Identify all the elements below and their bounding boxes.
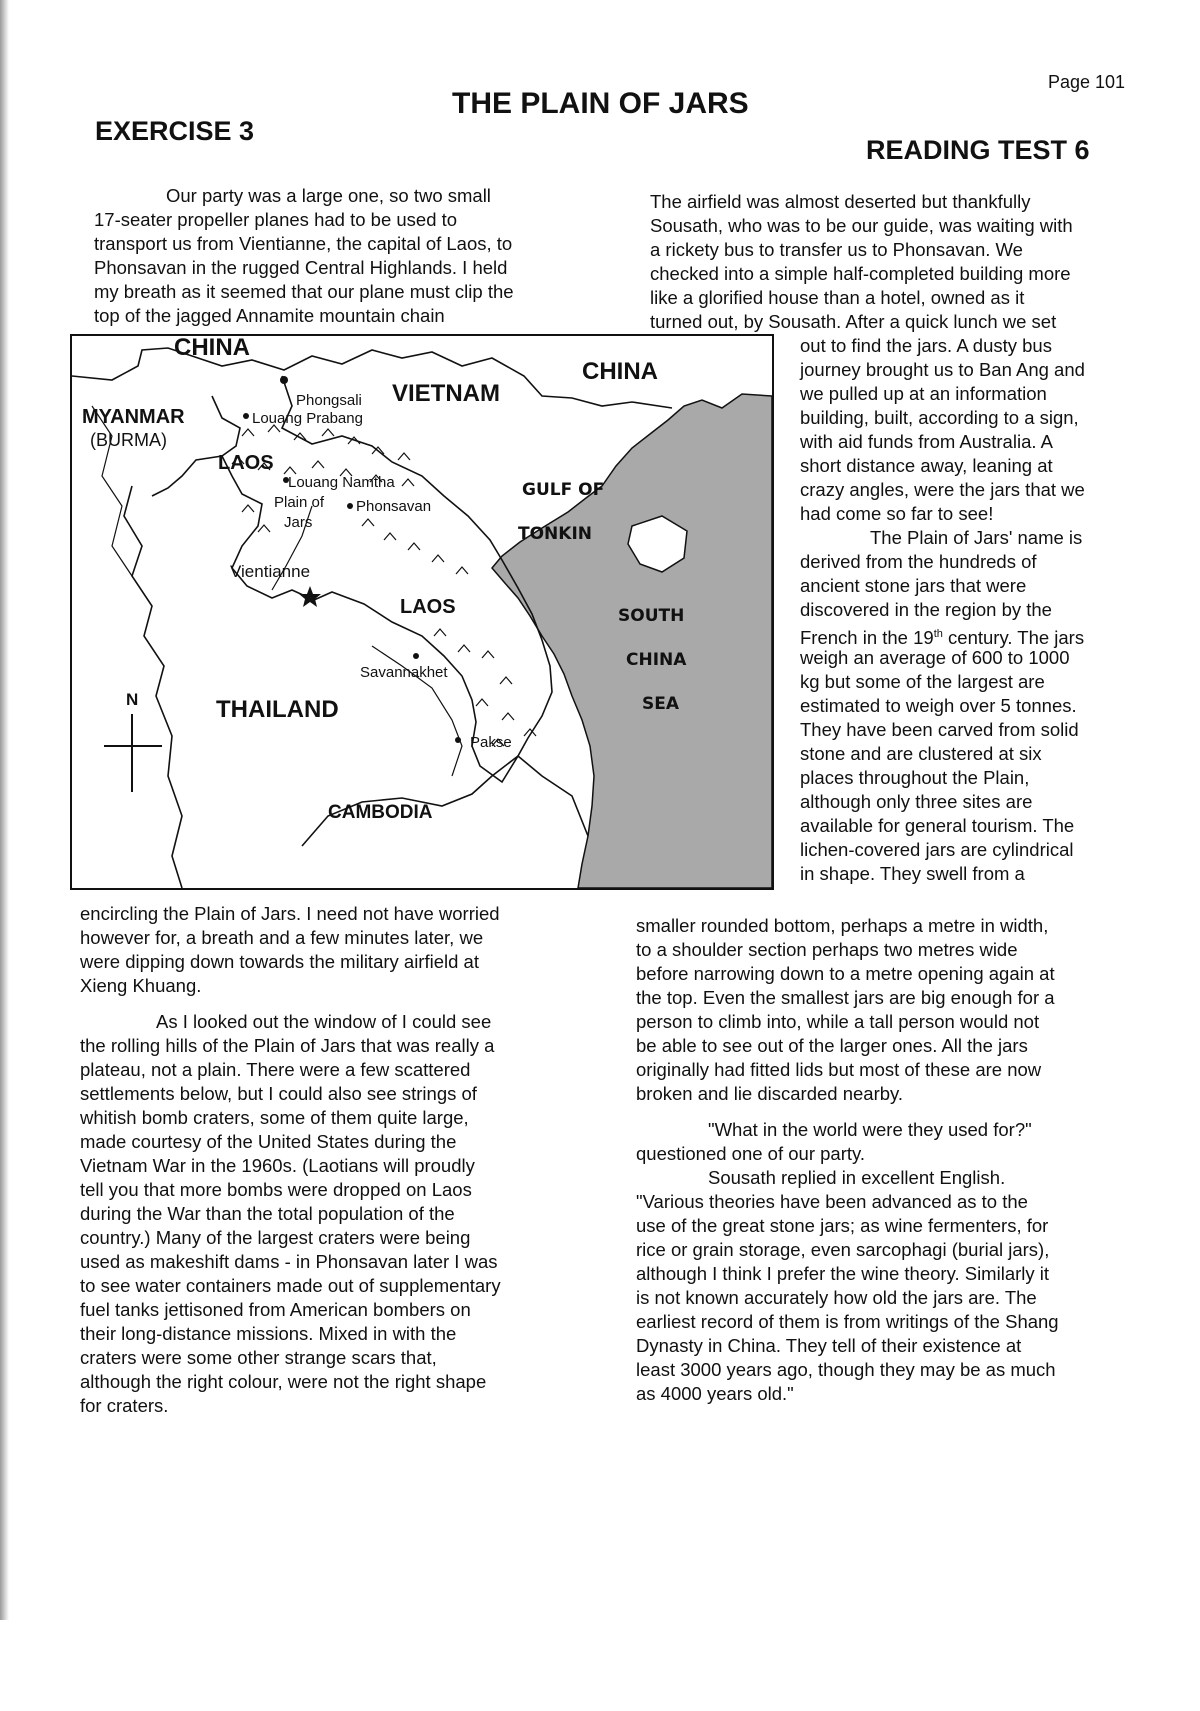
text-line: "What in the world were they used for?" bbox=[708, 1119, 1032, 1140]
text-line: top of the jagged Annamite mountain chain bbox=[94, 305, 445, 326]
label-china-nw: CHINA bbox=[174, 334, 250, 361]
text-line: is not known accurately how old the jars are. The bbox=[636, 1287, 1037, 1308]
text-line: with aid funds from Australia. A bbox=[800, 431, 1053, 452]
text-line: available for general tourism. The bbox=[800, 815, 1075, 836]
text-line: short distance away, leaning at bbox=[800, 455, 1053, 476]
text-line: turned out, by Sousath. After a quick lunch we set bbox=[650, 311, 1057, 332]
label-vientianne: Vientianne bbox=[230, 562, 311, 581]
label-china-ne: CHINA bbox=[582, 358, 658, 385]
text-line: crazy angles, were the jars that we bbox=[800, 479, 1085, 500]
text-line: as 4000 years old." bbox=[636, 1383, 794, 1404]
text-line: although only three sites are bbox=[800, 791, 1033, 812]
text-line: The airfield was almost deserted but thankfully bbox=[650, 191, 1031, 212]
text-line: settlements below, but I could also see strings of bbox=[80, 1083, 477, 1104]
text-line: Sousath replied in excellent English. bbox=[708, 1167, 1006, 1188]
label-china-sea: CHINA bbox=[626, 650, 687, 670]
text-line: Our party was a large one, so two small bbox=[166, 185, 491, 206]
label-phonsavan: Phonsavan bbox=[356, 498, 432, 515]
text-line: Sousath, who was to be our guide, was waiting with bbox=[650, 215, 1073, 236]
text-line: like a glorified house than a hotel, owned as it bbox=[650, 287, 1025, 308]
text-line: originally had fitted lids but most of these are now bbox=[636, 1059, 1042, 1080]
text-line: least 3000 years ago, though they may be as much bbox=[636, 1359, 1056, 1380]
label-jars: Jars bbox=[284, 514, 313, 531]
text-line: Vietnam War in the 1960s. (Laotians will proudly bbox=[80, 1155, 475, 1176]
label-louang-prabang: Louang Prabang bbox=[252, 410, 363, 427]
reading-test-heading: READING TEST 6 bbox=[866, 135, 1090, 165]
text-line: building, built, according to a sign, bbox=[800, 407, 1079, 428]
text-line: derived from the hundreds of bbox=[800, 551, 1037, 572]
text-line: broken and lie discarded nearby. bbox=[636, 1083, 904, 1104]
text-line: person to climb into, while a tall person would not bbox=[636, 1011, 1040, 1032]
text-line: made courtesy of the United States during the bbox=[80, 1131, 457, 1152]
river bbox=[272, 506, 462, 776]
text-line: my breath as it seemed that our plane must clip the bbox=[94, 281, 514, 302]
label-burma: (BURMA) bbox=[90, 430, 167, 450]
text-line: earliest record of them is from writings of the Shang bbox=[636, 1311, 1059, 1332]
label-phongsali: Phongsali bbox=[296, 392, 362, 409]
text-line: transport us from Vientianne, the capital of Laos, to bbox=[94, 233, 513, 254]
text-line: smaller rounded bottom, perhaps a metre in width, bbox=[636, 915, 1049, 936]
label-laos-north: LAOS bbox=[218, 452, 274, 474]
sea-area bbox=[492, 394, 772, 888]
north-compass-icon bbox=[104, 714, 162, 792]
text-line: French in the 19th century. The jars bbox=[800, 627, 1085, 649]
capital-star-icon bbox=[299, 586, 321, 607]
border-cambodia bbox=[302, 756, 588, 846]
text-line: although the right colour, were not the right shape bbox=[80, 1371, 487, 1392]
label-south: SOUTH bbox=[618, 606, 685, 626]
text-line: fuel tanks jettisoned from American bombers on bbox=[80, 1299, 471, 1320]
page-title: THE PLAIN OF JARS bbox=[452, 87, 749, 120]
page-number: Page 101 bbox=[1048, 72, 1126, 92]
text-line: use of the great stone jars; as wine fermenters, for bbox=[636, 1215, 1049, 1236]
text-line: in shape. They swell from a bbox=[800, 863, 1025, 884]
text-line: out to find the jars. A dusty bus bbox=[800, 335, 1052, 356]
text-line: stone and are clustered at six bbox=[800, 743, 1042, 764]
text-line: a rickety bus to transfer us to Phonsavan. We bbox=[650, 239, 1023, 260]
text-line: however for, a breath and a few minutes later, we bbox=[80, 927, 484, 948]
text-line: tell you that more bombs were dropped on Laos bbox=[80, 1179, 472, 1200]
text-line: 17-seater propeller planes had to be used to bbox=[94, 209, 458, 230]
text-line: the top. Even the smallest jars are big enough for a bbox=[636, 987, 1055, 1008]
text-line: estimated to weigh over 5 tonnes. bbox=[800, 695, 1077, 716]
text-line: the rolling hills of the Plain of Jars that was really a bbox=[80, 1035, 495, 1056]
text-line: plateau, not a plain. There were a few scattered bbox=[80, 1059, 471, 1080]
text-line: be able to see out of the larger ones. All the jars bbox=[636, 1035, 1028, 1056]
label-vietnam: VIETNAM bbox=[392, 380, 500, 407]
text-line: lichen-covered jars are cylindrical bbox=[800, 839, 1074, 860]
town-marker bbox=[280, 376, 288, 384]
text-line: places throughout the Plain, bbox=[800, 767, 1030, 788]
text-line: Dynasty in China. They tell of their existence at bbox=[636, 1335, 1022, 1356]
town-marker bbox=[347, 503, 353, 509]
text-line: journey brought us to Ban Ang and bbox=[800, 359, 1085, 380]
label-cambodia: CAMBODIA bbox=[328, 802, 433, 823]
label-plain-of: Plain of bbox=[274, 494, 325, 511]
town-marker bbox=[455, 737, 461, 743]
text-line: were dipping down towards the military airfield at bbox=[80, 951, 479, 972]
text-line: checked into a simple half-completed building more bbox=[650, 263, 1071, 284]
text-line: encircling the Plain of Jars. I need not have worried bbox=[80, 903, 500, 924]
border-thailand-west bbox=[124, 486, 182, 888]
text-line: Xieng Khuang. bbox=[80, 975, 202, 996]
text-line: rice or grain storage, even sarcophagi (burial jars), bbox=[636, 1239, 1050, 1260]
text-line: Phonsavan in the rugged Central Highlands. I held bbox=[94, 257, 508, 278]
text-line: had come so far to see! bbox=[800, 503, 994, 524]
text-line: questioned one of our party. bbox=[636, 1143, 866, 1164]
label-savannakhet: Savannakhet bbox=[360, 664, 448, 681]
text-line: The Plain of Jars' name is bbox=[870, 527, 1083, 548]
text-line: during the War than the total population of the bbox=[80, 1203, 455, 1224]
label-louang-namtha: Louang Namtha bbox=[288, 474, 395, 491]
text-line: kg but some of the largest are bbox=[800, 671, 1045, 692]
text-line: to see water containers made out of supplementary bbox=[80, 1275, 501, 1296]
text-line: ancient stone jars that were bbox=[800, 575, 1027, 596]
exercise-heading: EXERCISE 3 bbox=[95, 116, 255, 146]
text-line: They have been carved from solid bbox=[800, 719, 1079, 740]
text-line: discovered in the region by the bbox=[800, 599, 1052, 620]
map-of-laos bbox=[70, 334, 774, 890]
label-thailand: THAILAND bbox=[216, 696, 339, 723]
scan-edge bbox=[0, 0, 9, 1620]
text-line: weigh an average of 600 to 1000 bbox=[800, 647, 1070, 668]
label-pakse: Pakse bbox=[470, 734, 512, 751]
text-line: craters were some other strange scars that, bbox=[80, 1347, 437, 1368]
text-line: whitish bomb craters, some of them quite large, bbox=[80, 1107, 469, 1128]
label-tonkin: TONKIN bbox=[518, 524, 593, 544]
text-line: we pulled up at an information bbox=[800, 383, 1047, 404]
text-line: their long-distance missions. Mixed in with the bbox=[80, 1323, 457, 1344]
town-marker bbox=[413, 653, 419, 659]
text-line: to a shoulder section perhaps two metres wide bbox=[636, 939, 1018, 960]
text-line: used as makeshift dams - in Phonsavan later I was bbox=[80, 1251, 498, 1272]
label-laos-south: LAOS bbox=[400, 596, 456, 618]
label-north: N bbox=[126, 690, 139, 709]
town-marker bbox=[243, 413, 249, 419]
text-line: for craters. bbox=[80, 1395, 169, 1416]
label-sea: SEA bbox=[642, 694, 680, 714]
text-line: As I looked out the window of I could see bbox=[156, 1011, 492, 1032]
text-line: country.) Many of the largest craters were being bbox=[80, 1227, 471, 1248]
text-line: "Various theories have been advanced as to the bbox=[636, 1191, 1028, 1212]
label-myanmar: MYANMAR bbox=[82, 406, 185, 428]
label-gulf-of: GULF OF bbox=[522, 480, 605, 500]
text-line: before narrowing down to a metre opening again at bbox=[636, 963, 1055, 984]
text-line: although I think I prefer the wine theory. Similarly it bbox=[636, 1263, 1050, 1284]
